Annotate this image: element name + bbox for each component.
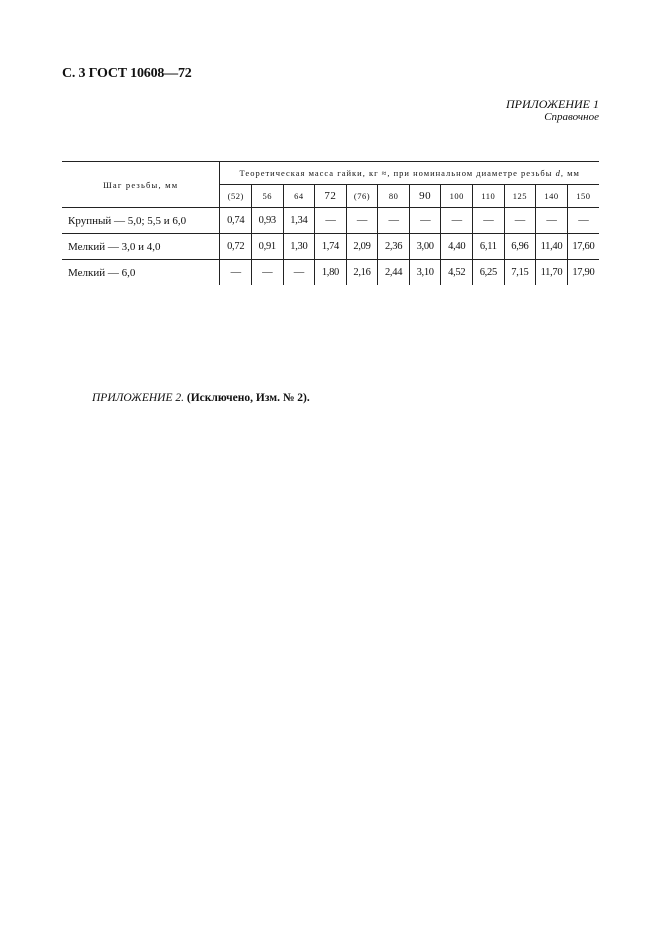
table-cell: —: [346, 208, 378, 234]
appendix-2-note: [92, 392, 310, 404]
appendix-2-text: (Исключено, Изм. № 2).: [186, 392, 310, 404]
table-cell: —: [473, 208, 505, 234]
table-cell: 6,11: [473, 234, 505, 260]
table-cell: 11,40: [536, 234, 568, 260]
diameter-header: (52): [220, 185, 252, 208]
table-row: [62, 208, 599, 234]
table-cell: —: [536, 208, 568, 234]
table-cell: —: [220, 260, 252, 286]
table-cell: —: [567, 208, 599, 234]
table-cell: 0,93: [251, 208, 283, 234]
appendix-1-heading: [506, 98, 599, 124]
table-cell: 2,09: [346, 234, 378, 260]
table-cell: 0,91: [251, 234, 283, 260]
table-cell: 11,70: [536, 260, 568, 286]
diameter-header: 110: [473, 185, 505, 208]
table-cell: 2,16: [346, 260, 378, 286]
table-cell: 3,00: [409, 234, 441, 260]
diameter-header: 64: [283, 185, 315, 208]
table-cell: 7,15: [504, 260, 536, 286]
nut-mass-table: [62, 161, 599, 285]
diameter-header: 150: [567, 185, 599, 208]
page-header: С. 3 ГОСТ 10608—72: [62, 66, 192, 81]
table-cell: 0,74: [220, 208, 252, 234]
table-cell: 0,72: [220, 234, 252, 260]
table-cell: 1,34: [283, 208, 315, 234]
table-cell: —: [251, 260, 283, 286]
mass-header-unit: , мм: [560, 168, 580, 178]
table-cell: —: [283, 260, 315, 286]
table-cell: —: [315, 208, 347, 234]
table-cell: 6,25: [473, 260, 505, 286]
appendix-2-title: ПРИЛОЖЕНИЕ 2.: [92, 392, 184, 404]
diameter-header: 125: [504, 185, 536, 208]
diameter-header: 90: [409, 185, 441, 208]
table-cell: 2,36: [378, 234, 410, 260]
table-cell: 1,30: [283, 234, 315, 260]
diameter-header: (76): [346, 185, 378, 208]
table-cell: 4,40: [441, 234, 473, 260]
diameter-header: 72: [315, 185, 347, 208]
table-cell: —: [409, 208, 441, 234]
table-row: [62, 260, 599, 286]
diameter-header: 80: [378, 185, 410, 208]
appendix-1-subtitle: Справочное: [544, 111, 599, 123]
table-cell: 2,44: [378, 260, 410, 286]
row-label: Мелкий — 3,0 и 4,0: [62, 234, 220, 260]
table-cell: —: [378, 208, 410, 234]
row-label: Крупный — 5,0; 5,5 и 6,0: [62, 208, 220, 234]
diameter-header: 140: [536, 185, 568, 208]
diameter-header: 100: [441, 185, 473, 208]
table-cell: 17,90: [567, 260, 599, 286]
diameter-header: 56: [251, 185, 283, 208]
table-cell: 4,52: [441, 260, 473, 286]
table-cell: —: [504, 208, 536, 234]
mass-header-symbol: d: [555, 168, 561, 178]
mass-header: [220, 162, 599, 185]
appendix-1-title: ПРИЛОЖЕНИЕ 1: [506, 97, 599, 111]
table-cell: 1,80: [315, 260, 347, 286]
table-cell: —: [441, 208, 473, 234]
table-cell: 6,96: [504, 234, 536, 260]
table-row: [62, 234, 599, 260]
table-cell: 3,10: [409, 260, 441, 286]
thread-pitch-header: Шаг резьбы, мм: [62, 162, 220, 208]
mass-header-text: Теоретическая масса гайки, кг ≈, при номинальном диаметре резьбы: [239, 168, 556, 178]
row-label: Мелкий — 6,0: [68, 266, 136, 279]
table-cell: 1,74: [315, 234, 347, 260]
table-cell: 17,60: [567, 234, 599, 260]
